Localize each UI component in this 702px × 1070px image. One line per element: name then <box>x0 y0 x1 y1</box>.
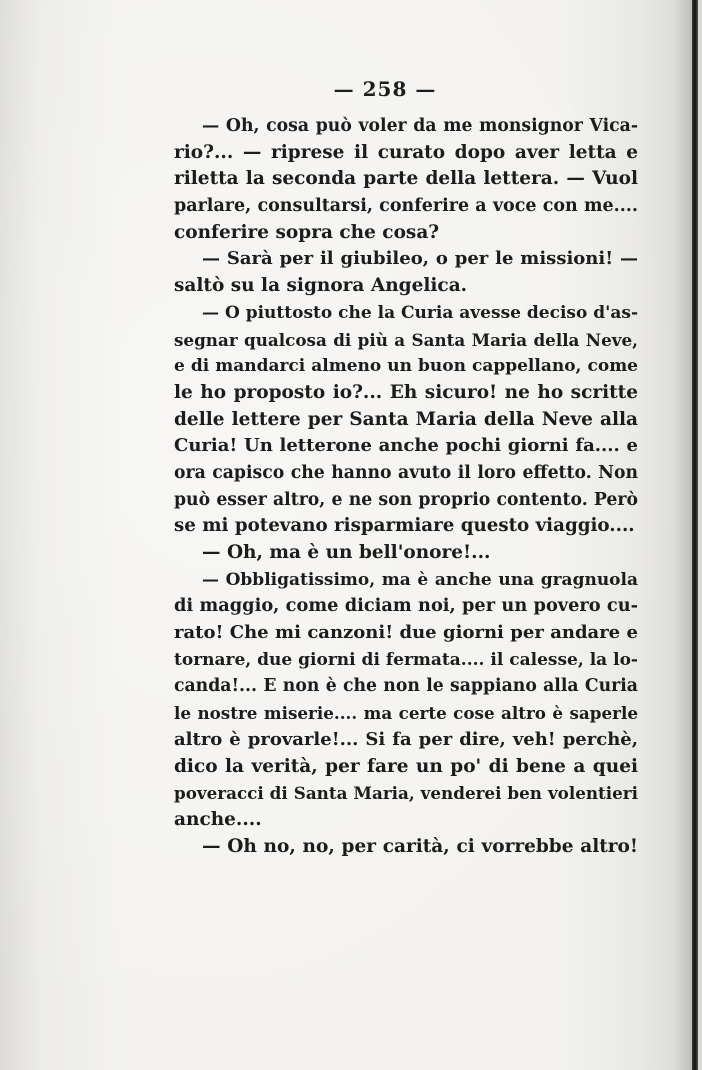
text-line: anche.... <box>174 808 262 830</box>
body-text <box>174 113 638 860</box>
binding-shadow <box>674 0 692 1070</box>
text-line: riletta la seconda parte della lettera. — Vuol <box>174 168 638 190</box>
text-line: le nostre miserie.... ma certe cose altro è saperle <box>174 703 638 724</box>
text-line: altro è provarle!... Si fa per dire, veh! perchè, <box>174 728 638 750</box>
text-line: delle lettere per Santa Maria della Neve alla <box>174 408 638 430</box>
text-line: conferire sopra che cosa? <box>174 221 440 243</box>
text-line: ora capisco che hanno avuto il loro effetto. Non <box>174 462 638 483</box>
text-line: poveracci di Santa Maria, venderei ben volentieri <box>174 783 638 804</box>
text-line: e di mandarci almeno un buon cappellano, come <box>174 356 638 377</box>
text-line: canda!... E non è che non le sappiano alla Curia <box>174 676 638 697</box>
text-line: — O piuttosto che la Curia avesse deciso d'as- <box>202 302 638 323</box>
text-line: — Oh, cosa può voler da me monsignor Vica- <box>202 116 638 136</box>
text-line: — Oh no, no, per carità, ci vorrebbe altro! <box>202 835 638 857</box>
text-line: può esser altro, e ne son proprio contento. Però <box>174 489 638 510</box>
text-line: di maggio, come diciam noi, per un povero cu- <box>174 595 638 617</box>
text-line: parlare, consultarsi, conferire a voce con me.... <box>174 196 638 217</box>
text-line: saltò su la signora Angelica. <box>174 275 468 297</box>
page-number: — 258 — <box>333 77 437 101</box>
text-line: Curia! Un letterone anche pochi giorni fa.... e <box>174 435 638 457</box>
text-line: tornare, due giorni di fermata.... il calesse, la lo- <box>174 649 638 670</box>
text-line: le ho proposto io?... Eh sicuro! ne ho scritte <box>174 381 638 403</box>
binding-edge <box>692 0 698 1070</box>
text-line: — Sarà per il giubileo, o per le missioni! — <box>202 248 638 270</box>
text-line: rato! Che mi canzoni! due giorni per andare e <box>174 622 638 644</box>
text-line: se mi potevano risparmiare questo viaggio.... <box>174 515 635 537</box>
text-line: rio?... — riprese il curato dopo aver letta e <box>174 141 638 163</box>
text-line: segnar qualcosa di più a Santa Maria della Neve, <box>174 329 638 350</box>
text-line: dico la verità, per fare un po' di bene a quei <box>174 755 638 777</box>
text-line: — Obbligatissimo, ma è anche una gragnuola <box>202 569 638 590</box>
text-line: — Oh, ma è un bell'onore!... <box>202 542 491 563</box>
